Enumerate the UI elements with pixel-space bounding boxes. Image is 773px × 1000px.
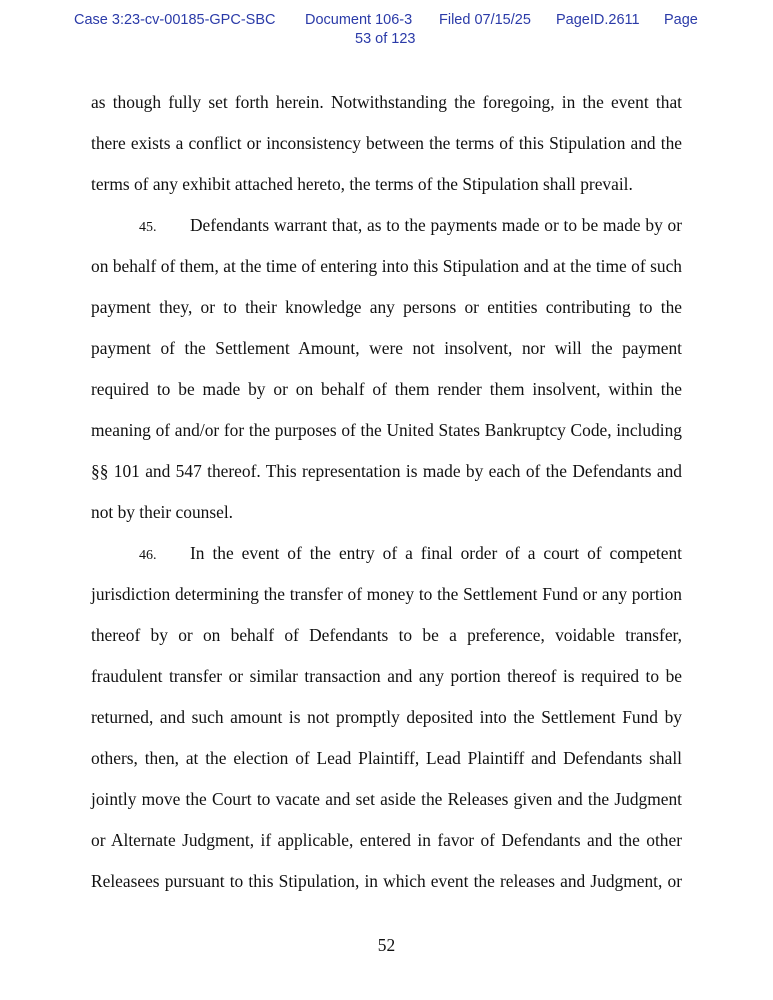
- body-line: In the event of the entry of a final order of a court of competent: [190, 543, 682, 563]
- body-line: returned, and such amount is not promptly deposited into the Settlement Fund by: [91, 707, 682, 727]
- filed-date: Filed 07/15/25: [439, 12, 531, 28]
- body-line: on behalf of them, at the time of entering into this Stipulation and at the time of such: [91, 256, 682, 276]
- paragraph-45-first-line: [139, 215, 682, 238]
- body-line: or Alternate Judgment, if applicable, entered in favor of Defendants and the other: [91, 830, 682, 850]
- paragraph-46-first-line: [139, 543, 682, 566]
- page-label: Page: [664, 12, 698, 28]
- body-line: there exists a conflict or inconsistency between the terms of this Stipulation and the: [91, 133, 682, 153]
- page-number: 52: [377, 935, 396, 955]
- body-line: Defendants warrant that, as to the payments made or to be made by or: [190, 215, 682, 235]
- body-line: others, then, at the election of Lead Plaintiff, Lead Plaintiff and Defendants shall: [91, 748, 682, 768]
- document-page-count: 53 of 123: [355, 31, 416, 47]
- body-line: as though fully set forth herein. Notwithstanding the foregoing, in the event that: [91, 92, 682, 112]
- page-id: PageID.2611: [556, 12, 640, 28]
- case-number: Case 3:23-cv-00185-GPC-SBC: [74, 12, 276, 28]
- body-line: terms of any exhibit attached hereto, the terms of the Stipulation shall prevail.: [91, 174, 633, 194]
- body-line: required to be made by or on behalf of them render them insolvent, within the: [91, 379, 682, 399]
- body-line: Releasees pursuant to this Stipulation, in which event the releases and Judgment, or: [91, 871, 682, 891]
- body-line: jurisdiction determining the transfer of money to the Settlement Fund or any portion: [91, 584, 682, 604]
- paragraph-number: 46.: [139, 548, 157, 563]
- body-line: not by their counsel.: [91, 502, 233, 522]
- body-line: payment of the Settlement Amount, were not insolvent, nor will the payment: [91, 338, 682, 358]
- body-line: meaning of and/or for the purposes of the United States Bankruptcy Code, including: [91, 420, 682, 440]
- body-line: jointly move the Court to vacate and set aside the Releases given and the Judgment: [91, 789, 682, 809]
- body-line: fraudulent transfer or similar transaction and any portion thereof is required to be: [91, 666, 682, 686]
- document-number: Document 106-3: [305, 12, 413, 28]
- body-line: thereof by or on behalf of Defendants to be a preference, voidable transfer,: [91, 625, 682, 645]
- paragraph-number: 45.: [139, 220, 157, 235]
- body-line: §§ 101 and 547 thereof. This representation is made by each of the Defendants and: [91, 461, 682, 481]
- body-line: payment they, or to their knowledge any persons or entities contributing to the: [91, 297, 682, 317]
